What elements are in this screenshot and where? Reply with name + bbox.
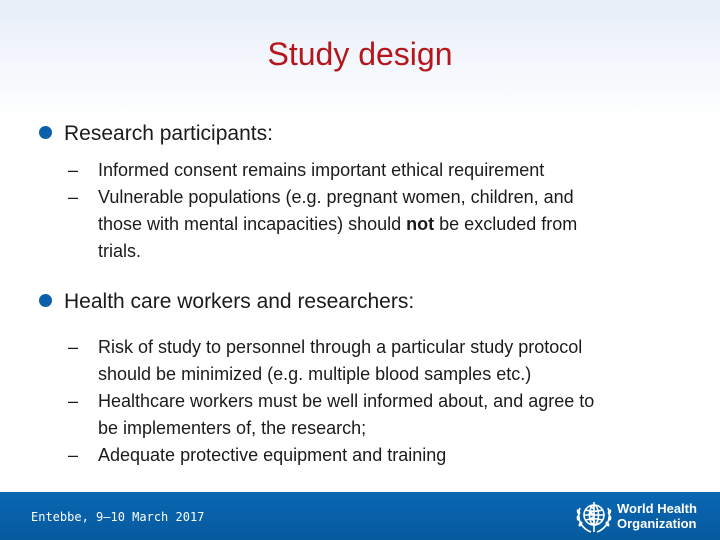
footer-event-text: Entebbe, 9–10 March 2017 bbox=[31, 510, 205, 524]
sub-item bbox=[30, 184, 700, 265]
dash-icon: – bbox=[68, 445, 79, 465]
bullet-dot-icon bbox=[39, 294, 52, 307]
section-heading: Health care workers and researchers: bbox=[64, 290, 415, 313]
sub-item bbox=[30, 157, 700, 184]
dash-icon: – bbox=[68, 160, 79, 180]
sub-item bbox=[30, 334, 700, 388]
sub-item bbox=[30, 388, 700, 442]
sub-item-text: Risk of study to personnel through a particular study protocol bbox=[98, 337, 583, 357]
slide-title: Study design bbox=[267, 36, 453, 72]
dash-icon: – bbox=[68, 337, 79, 357]
sub-item-text: Adequate protective equipment and training bbox=[98, 445, 447, 465]
who-logo bbox=[573, 496, 720, 538]
sub-list bbox=[30, 334, 700, 469]
sub-item-text: Healthcare workers must be well informed about, and agree to bbox=[98, 391, 595, 411]
sub-list bbox=[30, 157, 700, 265]
sub-item-text: should be minimized (e.g. multiple blood samples etc.) bbox=[98, 364, 532, 384]
sub-item-text: Informed consent remains important ethical requirement bbox=[98, 160, 545, 180]
who-name-line2: Organization bbox=[617, 516, 697, 531]
sub-item-text: be implementers of, the research; bbox=[98, 418, 367, 438]
emphasis-text: not bbox=[406, 214, 435, 234]
who-name-line1: World Health bbox=[617, 501, 697, 516]
dash-icon: – bbox=[68, 391, 79, 411]
who-name bbox=[617, 501, 697, 531]
sub-item-text: those with mental incapacities) should bbox=[98, 214, 407, 234]
section-health-care-workers bbox=[30, 286, 700, 469]
bullet-row bbox=[30, 118, 700, 150]
dash-icon: – bbox=[68, 187, 79, 207]
who-emblem-icon bbox=[573, 496, 615, 538]
sub-item-text: Vulnerable populations (e.g. pregnant women, children, and bbox=[98, 187, 574, 207]
section-research-participants bbox=[30, 118, 700, 265]
sub-item-text: trials. bbox=[98, 241, 142, 261]
sub-item-text: be excluded from bbox=[434, 214, 578, 234]
bullet-dot-icon bbox=[39, 126, 52, 139]
sub-item bbox=[30, 442, 700, 469]
bullet-row bbox=[30, 286, 700, 318]
section-heading: Research participants: bbox=[64, 122, 273, 145]
